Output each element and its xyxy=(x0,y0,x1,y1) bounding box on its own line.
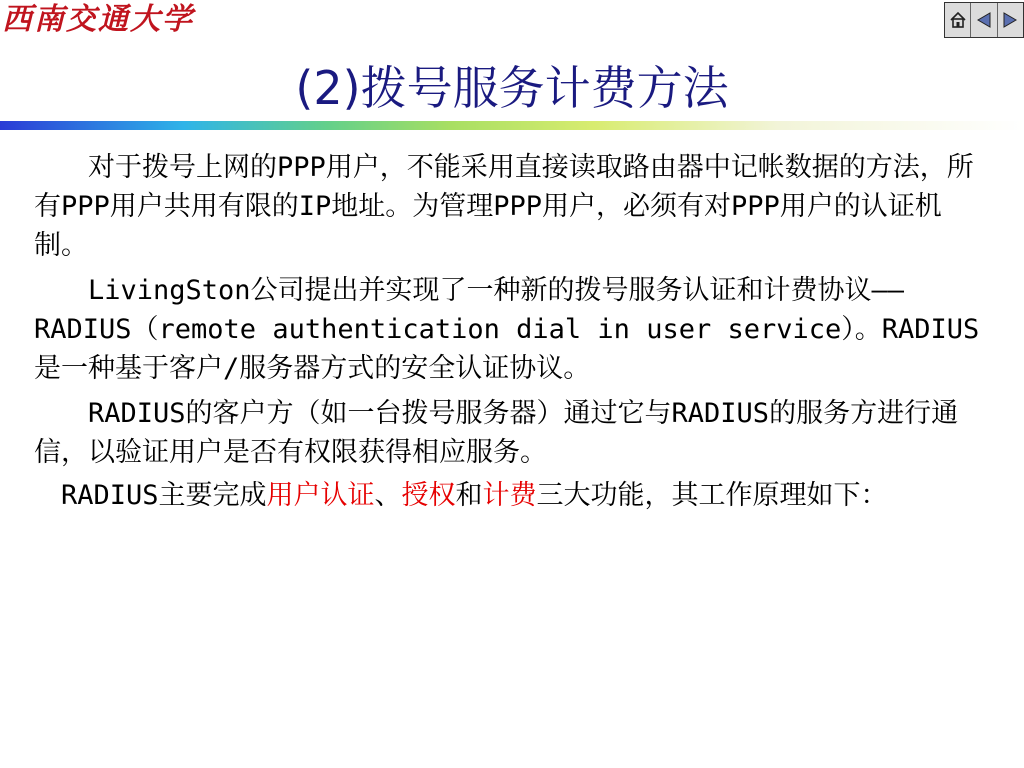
slide-nav-controls xyxy=(944,2,1024,38)
functions-separator-2: 和 xyxy=(455,480,483,511)
highlight-accounting: 计费 xyxy=(482,480,537,511)
paragraph-radius-functions xyxy=(34,476,994,515)
slide-body xyxy=(34,148,994,515)
triangle-right-icon xyxy=(1001,11,1019,29)
slide-title: (2)拨号服务计费方法 xyxy=(295,61,729,115)
next-slide-button[interactable] xyxy=(998,3,1023,37)
paragraph-ppp-users: 对于拨号上网的PPP用户，不能采用直接读取路由器中记帐数据的方法，所有PPP用户共用有限的IP地址。为管理PPP用户，必须有对PPP用户的认证机制。 xyxy=(34,152,974,261)
paragraph-radius-intro: LivingSton公司提出并实现了一种新的拨号服务认证和计费协议——RADIUS（remote authentication dial in user service）。RADIUS是一种基于客户/服务器方式的安全认证协议。 xyxy=(34,275,980,384)
previous-slide-button[interactable] xyxy=(971,3,997,37)
university-logo: 西南交通大学 xyxy=(2,2,194,37)
home-icon xyxy=(949,11,967,29)
paragraph-radius-client: RADIUS的客户方（如一台拨号服务器）通过它与RADIUS的服务方进行通信，以验证用户是否有权限获得相应服务。 xyxy=(34,398,959,468)
title-divider xyxy=(0,121,1024,130)
highlight-authentication: 用户认证 xyxy=(266,480,375,511)
triangle-left-icon xyxy=(975,11,993,29)
highlight-authorization: 授权 xyxy=(401,480,456,511)
functions-suffix: 三大功能，其工作原理如下： xyxy=(536,480,888,511)
functions-prefix: RADIUS主要完成 xyxy=(34,480,267,511)
functions-separator-1: 、 xyxy=(374,480,402,511)
home-button[interactable] xyxy=(945,3,971,37)
